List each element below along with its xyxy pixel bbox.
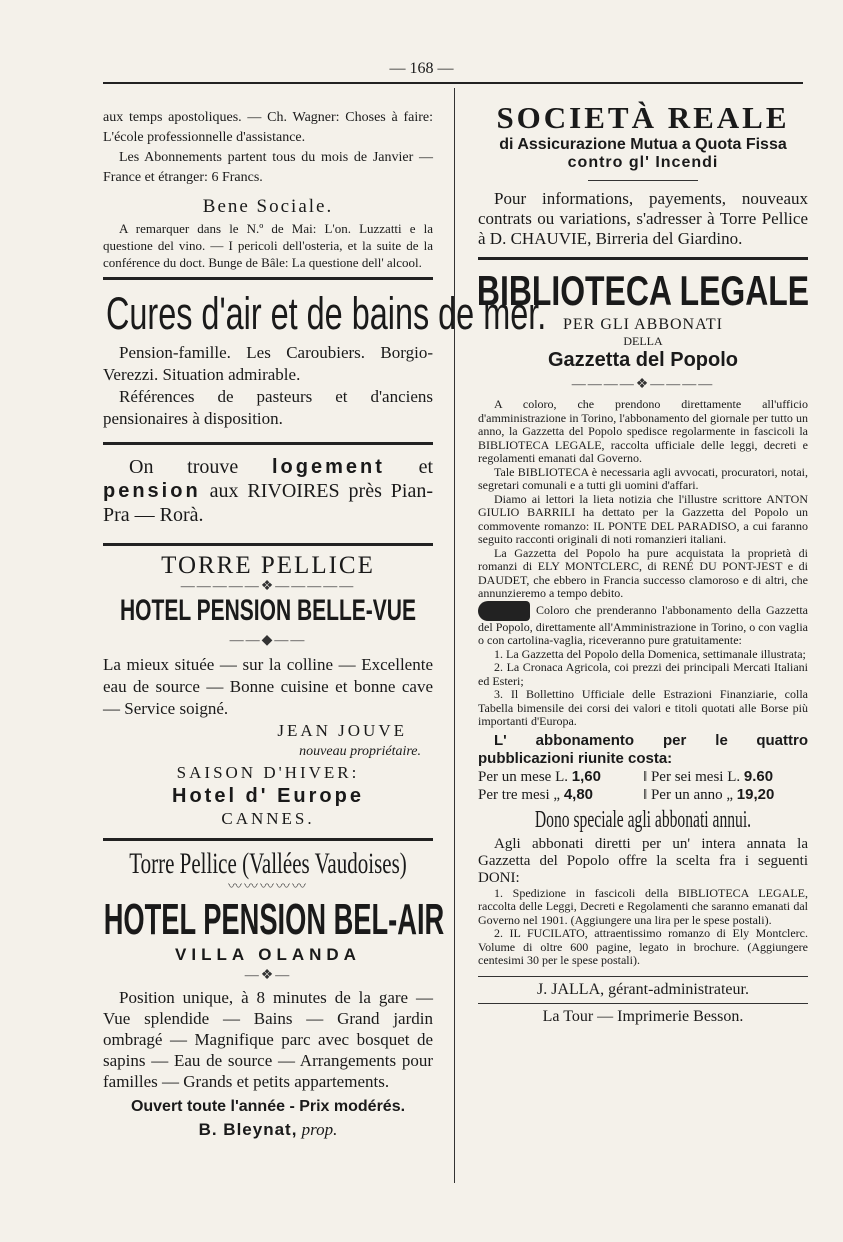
intro-text: aux temps apostoliques. — Ch. Wagner: Choses à faire: L'école professionnelle d'assistance. <box>103 110 433 145</box>
abbonamento-text-1: L' abbonamento per le <box>494 731 728 749</box>
ornament: 〰〰〰〰〰 <box>228 880 308 895</box>
societa-subtitle-2: contro gl' Incendi <box>567 154 719 171</box>
divider <box>103 442 433 445</box>
divider <box>103 838 433 841</box>
doni-item-2: 2. IL FUCILATO, attraentissimo romanzo di Ely Montclerc. Volume di oltre 600 pagine, legato in brochure. (Aggiungere centesimi 30 per le spese postali). <box>478 926 808 967</box>
logement-ad <box>103 455 433 527</box>
logement-text-2: et <box>418 456 433 478</box>
divider <box>478 1003 808 1004</box>
hotel-europe: Hotel d' Europe <box>172 785 364 807</box>
bel-air-text: Position unique, à 8 minutes de la gare — Vue splendide — Bains — Grand jardin ombragé — Magnifique parc avec bosquet de sapins — Eau de source — Arrangements pour familles — Grands et petits appartements. <box>103 988 433 1091</box>
bib-item-1: 1. La Gazzetta del Popolo della Domenica, settimanale illustrata; <box>494 646 806 661</box>
logement-text-3: aux RIVOIRES près Pian-Pra — Rorà. <box>103 480 433 526</box>
bib-item-3: 3. Il Bollettino Ufficiale delle Estrazioni Finanziarie, colla Tabella bimensile dei corsi dei valori e titoli quotati alle Borse più importanti d'Europa. <box>478 687 808 728</box>
divider <box>588 180 698 181</box>
price-value: 19,20 <box>736 785 775 803</box>
right-column <box>478 100 808 1026</box>
price-row-1: Per un mese L. 1,60 ‖ Per sei mesi L. 9.60 <box>478 767 774 785</box>
bib-item-2: 2. La Cronaca Agricola, coi prezzi dei principali Mercati Italiani ed Esteri; <box>478 660 808 688</box>
ornament: ————❖———— <box>571 377 715 392</box>
ornament: —————❖————— <box>180 579 356 594</box>
imprimerie: La Tour — Imprimerie Besson. <box>542 1007 744 1025</box>
price-value: 4,80 <box>563 785 594 803</box>
logement-word: logement <box>271 456 385 478</box>
divider <box>103 543 433 546</box>
jouve-name: JEAN JOUVE <box>277 721 407 740</box>
ouvert-text: Ouvert toute l'année - Prix modérés. <box>130 1098 406 1115</box>
bleynat-role: prop. <box>301 1120 338 1139</box>
price-label: Per sei mesi L. <box>650 768 741 785</box>
biblioteca-title: BIBLIOTECA LEGALE <box>476 267 810 314</box>
bleynat-name: B. Bleynat, <box>198 1120 298 1139</box>
bib-para-1: A coloro, che prendono direttamente all'ufficio d'amministrazione in Torino, l'abbonamento del giornale per tutto un anno, la Gazzetta del Popolo spedisce regolarmente in fascicoli la BIBLIOTECA LEGALE, raccolta ufficiale delle leggi, decreti e regolamenti emanati dal Governo. <box>478 397 808 465</box>
price-label: Per tre mesi „ <box>478 786 561 803</box>
doni-text: Agli abbonati diretti per un' intera annata la Gazzetta del Popolo offre la scelta fra i seguenti DONI: <box>478 835 808 886</box>
societa-subtitle-1: di Assicurazione Mutua a Quota Fissa <box>499 136 787 153</box>
abbonamento-text-3: pubblicazioni riunite costa: <box>478 749 673 767</box>
bib-para-5 <box>478 601 808 648</box>
bib-subtitle-1: PER GLI ABBONATI <box>562 316 723 333</box>
price-label: Per un mese L. <box>478 768 568 785</box>
bene-sociale-text: A remarquer dans le N.º de Mai: L'on. Luzzatti e la questione del vino. — I pericoli dell'osteria, et la suite de la conférence du doct. Bunge de Bâle: La questione dell' alcool. <box>103 221 433 270</box>
price-value: 1,60 <box>571 767 601 785</box>
bleynat-signature <box>103 1120 433 1140</box>
torre-vallees-title: Torre Pellice (Vallées Vaudoises) <box>129 847 407 880</box>
jalla-signature: J. JALLA, gérant-administrateur. <box>537 980 749 998</box>
abbonamento-text <box>478 732 808 768</box>
cures-references: Références de pasteurs et d'anciens pensionaires à disposition. <box>103 387 433 428</box>
divider <box>103 277 433 280</box>
price-row-2: Per tre mesi „ 4,80 ‖ Per un anno „ 19,20 <box>478 785 775 803</box>
price-label: Per un anno „ <box>650 786 734 803</box>
belle-vue-text: La mieux située — sur la colline — Excellente eau de source — Bonne cuisine et bonne cave — Service soigné. <box>103 655 433 718</box>
jouve-role: nouveau propriétaire. <box>299 744 421 759</box>
pension-word: pension <box>103 480 201 502</box>
societa-reale-title: SOCIETÀ REALE <box>496 100 790 135</box>
hotel-belle-vue-title: HOTEL PENSION BELLE-VUE <box>120 594 416 627</box>
bib-subtitle-2: DELLA <box>623 334 663 348</box>
bib-para-4: La Gazzetta del Popolo ha pure acquistata la proprietà di romanzi di ELY MONTCLERC, di RENÉ DU PONT-JEST e di DAUDET, che ebbero in Francia successo clamoroso e di altri, che annunzieremo a tempo debito. <box>478 545 808 600</box>
price-value: 9.60 <box>743 767 774 785</box>
bib-para-3: Diamo ai lettori la lieta notizia che l'illustre scrittore ANTON GIULIO BARRILI ha dettato per la Gazzetta del Popolo un commovente romanzo: IL PONTE DEL PARADISO, a cui faranno seguito racconti originali di noti romanzieri italiani. <box>478 491 808 546</box>
divider <box>478 976 808 977</box>
bel-air-title: HOTEL PENSION BEL-AIR <box>103 895 445 944</box>
cures-title: Cures d'air et de bains de mer. <box>106 288 547 339</box>
bib-para-5-text: Coloro che prenderanno l'abbonamento della Gazzetta del Popolo, direttamente all'Amministrazione in Torino, o con vaglia o con cartolina-vaglia, riceveranno pure gratuitamente: <box>478 602 808 647</box>
saison-hiver: SAISON D'HIVER: <box>176 763 360 782</box>
bene-sociale-title: Bene Sociale. <box>202 196 334 217</box>
doni-item-1: 1. Spedizione in fascicoli della BIBLIOTECA LEGALE, raccolta delle Leggi, Decreti e Regolamenti che saranno emanati dal Governo nel 1901. (Aggiungere una lira per le spese postali). <box>478 885 808 927</box>
logement-text-1: On trouve <box>129 456 239 478</box>
column-divider <box>454 88 455 1183</box>
pointing-hand-icon <box>478 601 530 621</box>
dono-speciale-title: Dono speciale agli abbonati annui. <box>534 806 752 833</box>
ornament: ——◆—— <box>229 633 307 648</box>
page-number: — 168 — <box>389 60 454 77</box>
bib-para-2: Tale BIBLIOTECA è necessaria agli avvocati, procuratori, notai, segretari comunali e a tutti gli uomini d'affari. <box>478 464 808 492</box>
bib-subtitle-3: Gazzetta del Popolo <box>547 349 739 371</box>
top-rule <box>103 82 803 84</box>
villa-olanda: VILLA OLANDA <box>175 945 361 964</box>
abonnements-text: Les Abonnements partent tous du mois de Janvier — France et étranger: 6 Francs. <box>103 150 433 185</box>
divider <box>478 257 808 260</box>
cures-text: Pension-famille. Les Caroubiers. Borgio-Verezzi. Situation admirable. <box>103 343 433 384</box>
abbonamento-quattro: quattro <box>756 731 809 749</box>
ornament: —❖— <box>244 968 292 983</box>
torre-pellice-title: TORRE PELLICE <box>161 552 375 579</box>
societa-text: Pour informations, payements, nouveaux contrats ou variations, s'adresser à Torre Pellice à D. CHAUVIE, Birreria del Giardino. <box>478 189 808 248</box>
cannes: CANNES. <box>221 809 315 828</box>
